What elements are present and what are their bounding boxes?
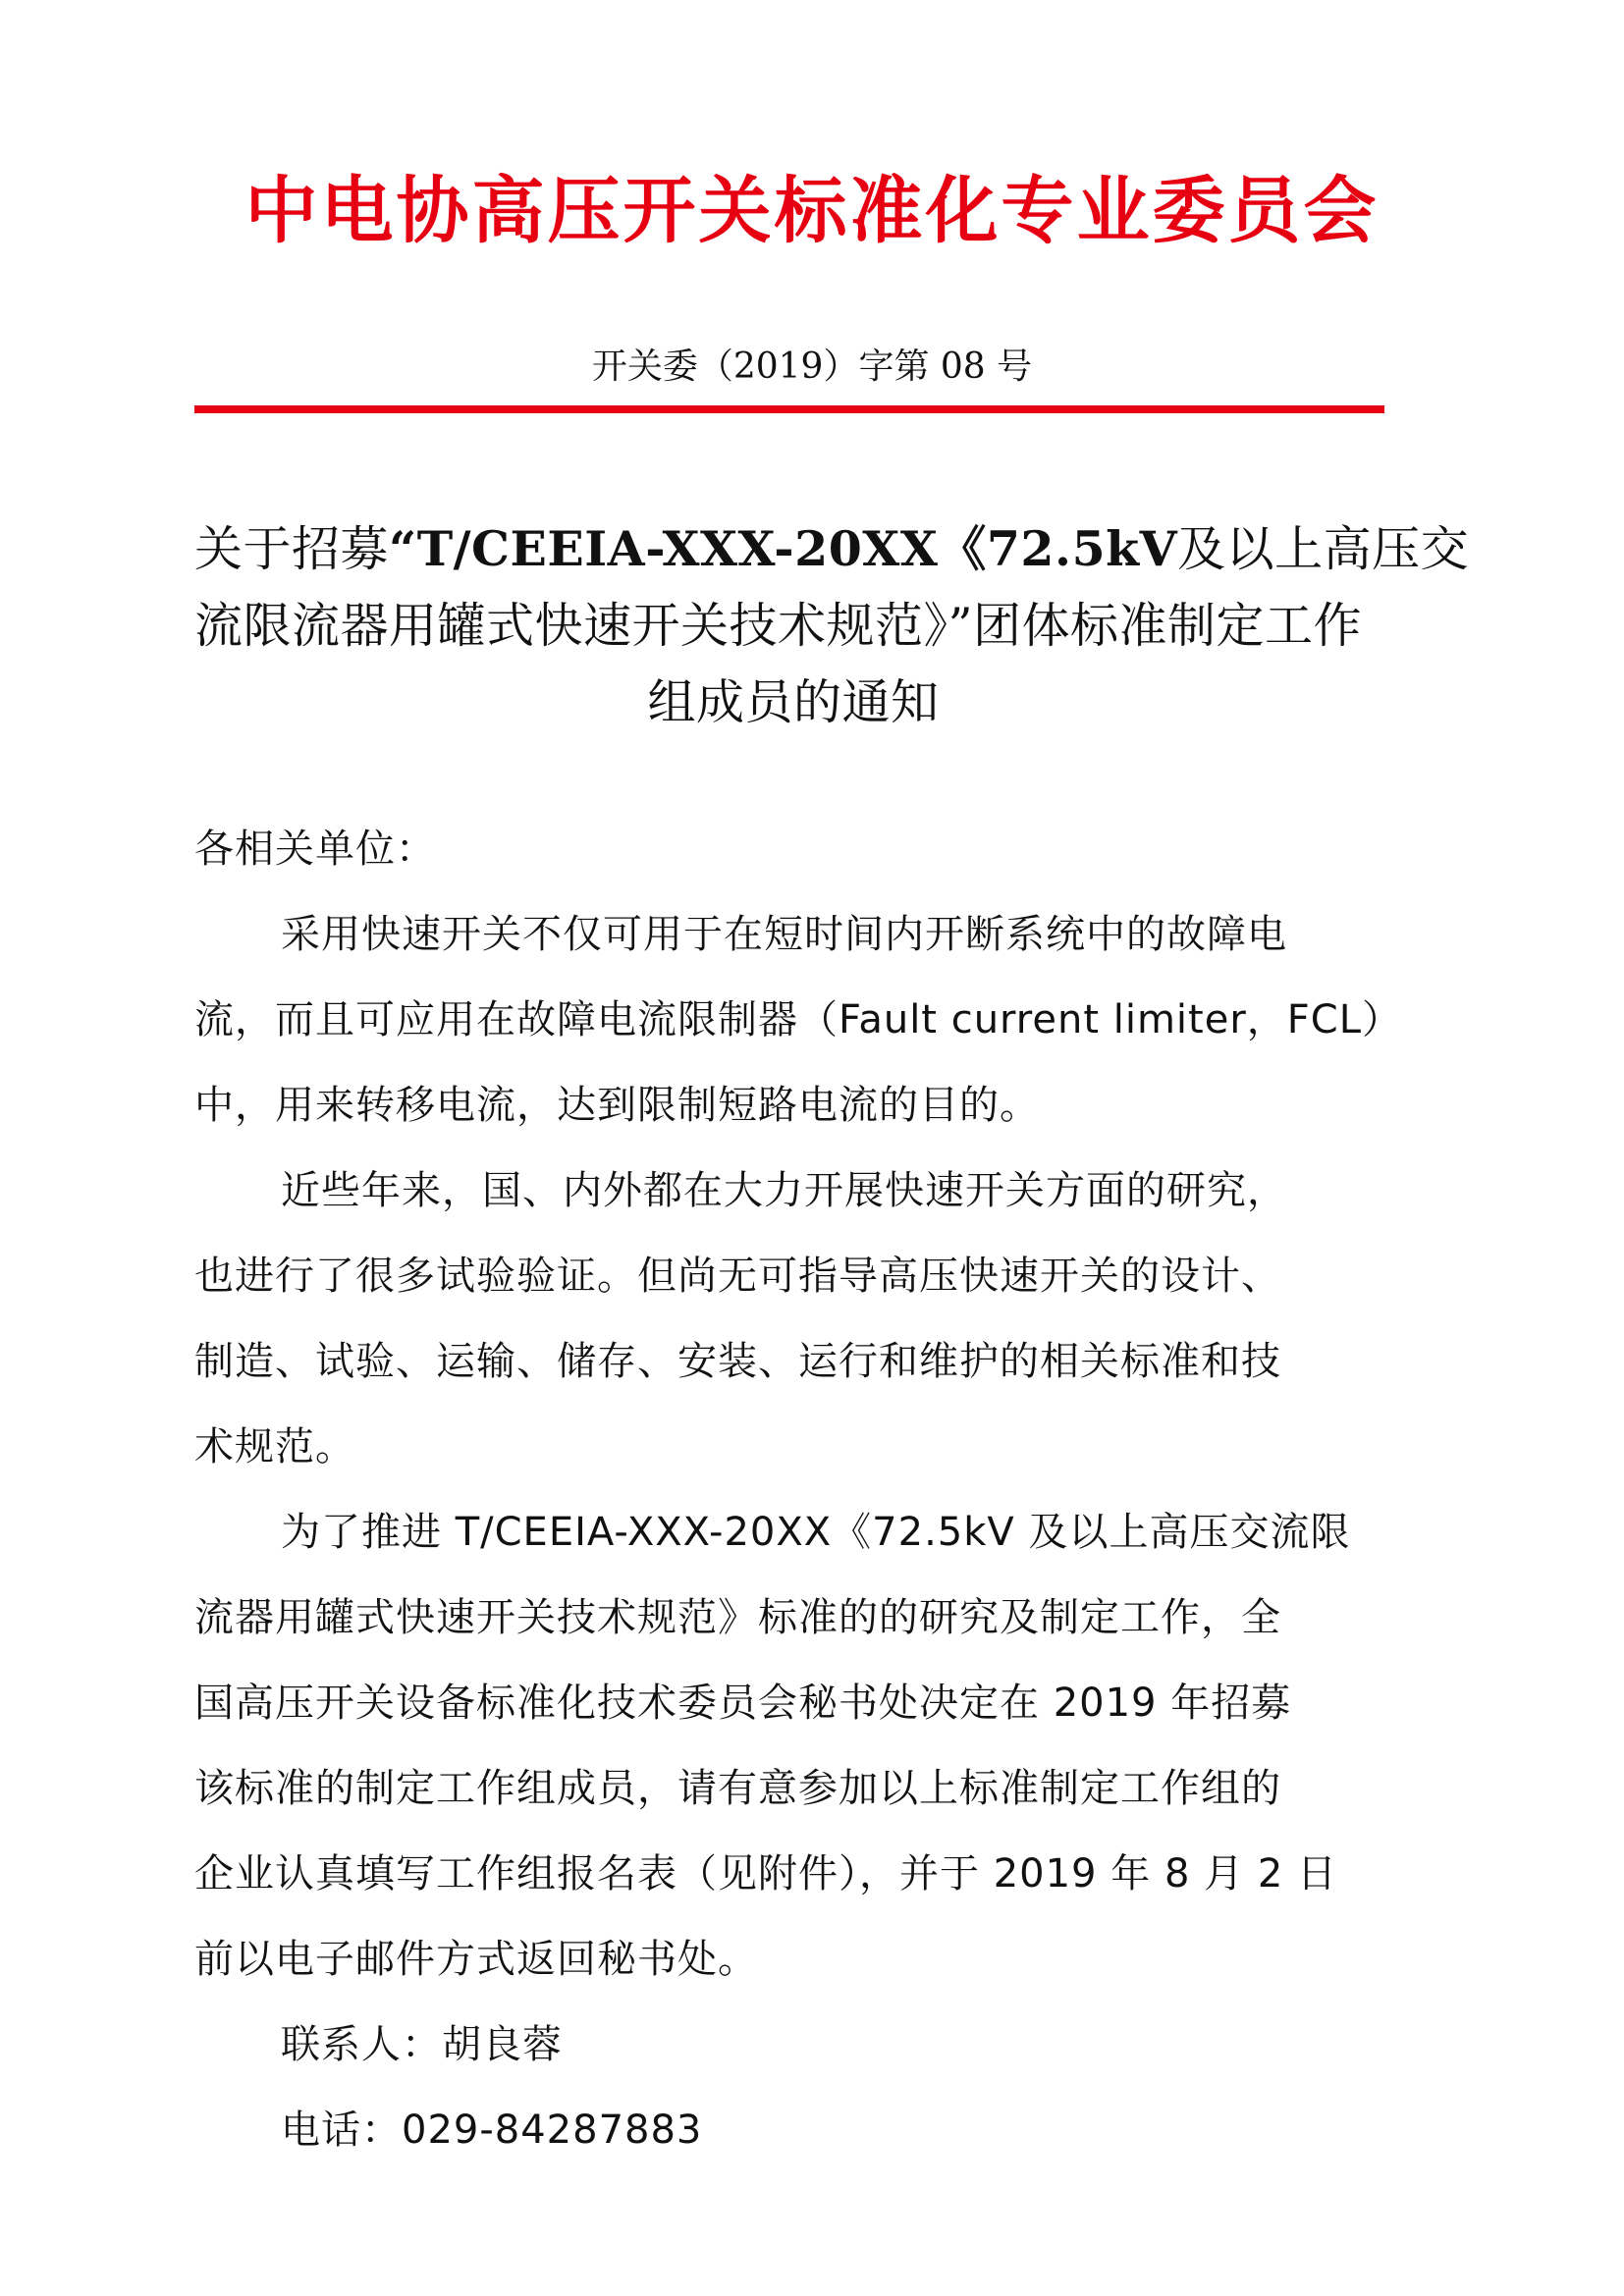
header-divider [194, 405, 1384, 413]
paragraph-2-line-3: 制造、试验、运输、储存、安装、运行和维护的相关标准和技 [194, 1339, 1281, 1384]
notice-body [194, 807, 1402, 2173]
paragraph-2-line-2: 也进行了很多试验验证。但尚无可指导高压快速开关的设计、 [194, 1254, 1281, 1299]
notice-title-standard-code: “T/CEEIA-XXX-20XX《72.5kV [389, 520, 1178, 577]
document-number: 开关委（2019）字第 08 号 [591, 347, 1033, 387]
paragraph-3-line-1: 为了推进 T/CEEIA-XXX-20XX《72.5kV 及以上高压交流限 [281, 1510, 1351, 1555]
paragraph-1-line-3: 中，用来转移电流，达到限制短路电流的目的。 [194, 1083, 1040, 1128]
notice-title-suffix: 及以上高压交 [1177, 521, 1470, 577]
paragraph-3-line-3: 国高压开关设备标准化技术委员会秘书处决定在 2019 年招募 [194, 1681, 1292, 1726]
notice-title-prefix: 关于招募 [194, 521, 390, 577]
notice-title-line-2: 流限流器用罐式快速开关技术规范》”团体标准制定工作 [194, 598, 1363, 654]
contact-phone: 电话：029-84287883 [281, 2108, 703, 2153]
notice-title-line-3: 组成员的通知 [647, 674, 940, 730]
paragraph-3-line-6: 前以电子邮件方式返回秘书处。 [194, 1937, 758, 1982]
paragraph-1-line-1: 采用快速开关不仅可用于在短时间内开断系统中的故障电 [281, 912, 1287, 957]
salutation: 各相关单位： [194, 827, 436, 872]
paragraph-1-line-2: 流，而且可应用在故障电流限制器（Fault current limiter，FCL） [194, 997, 1402, 1042]
paragraph-2-line-4: 术规范。 [194, 1424, 355, 1469]
paragraph-3-line-5: 企业认真填写工作组报名表（见附件），并于 2019 年 8 月 2 日 [194, 1851, 1337, 1896]
paragraph-2-line-1: 近些年来，国、内外都在大力开展快速开关方面的研究， [281, 1168, 1287, 1213]
contact-person: 联系人：胡良蓉 [281, 2022, 563, 2067]
paragraph-3-line-4: 该标准的制定工作组成员，请有意参加以上标准制定工作组的 [194, 1766, 1281, 1811]
notice-title-line-1 [194, 510, 1470, 588]
paragraph-3-line-2: 流器用罐式快速开关技术规范》标准的的研究及制定工作，全 [194, 1595, 1281, 1640]
notice-title [194, 510, 1470, 741]
organization-title: 中电协高压开关标准化专业委员会 [244, 169, 1380, 253]
